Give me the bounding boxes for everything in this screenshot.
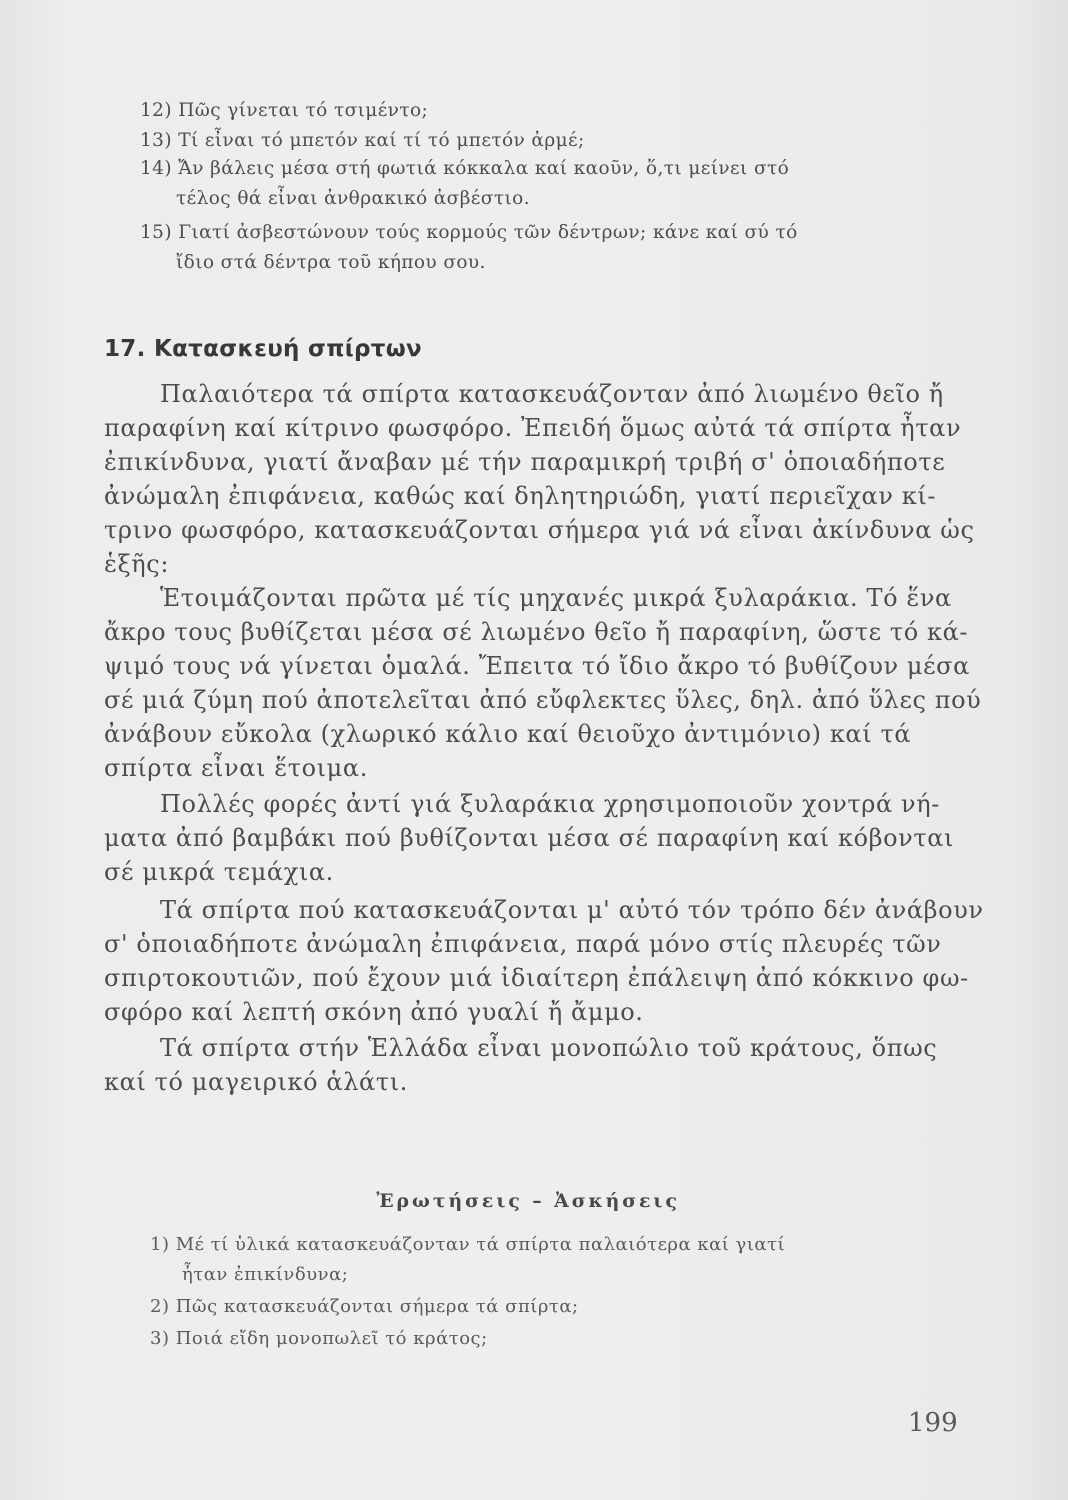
body-line: Πολλές φορές ἀντί γιά ξυλαράκια χρησιμοποιοῦν χοντρά νή- xyxy=(160,790,940,818)
question-14-line-1: 14) Ἄν βάλεις μέσα στή φωτιά κόκκαλα καί καοῦν, ὅ,τι μείνει στό xyxy=(140,158,790,179)
body-line: σφόρο καί λεπτή σκόνη ἀπό γυαλί ἤ ἄμμο. xyxy=(104,998,644,1026)
body-line: ἀνώμαλη ἐπιφάνεια, καθώς καί δηλητηριώδη, γιατί περιεῖχαν κί- xyxy=(104,482,937,510)
exercises-heading: Ἐρωτήσεις – Ἀσκήσεις xyxy=(376,1190,680,1212)
body-line: Ἑτοιμάζονται πρῶτα μέ τίς μηχανές μικρά ξυλαράκια. Τό ἕνα xyxy=(160,584,952,612)
body-line: ματα ἀπό βαμβάκι πού βυθίζονται μέσα σέ παραφίνη καί κόβονται xyxy=(104,824,955,852)
exercise-3: 3) Ποιά εἴδη μονοπωλεῖ τό κράτος; xyxy=(150,1328,488,1349)
body-line: ἑξῆς: xyxy=(104,550,170,578)
body-line: ἐπικίνδυνα, γιατί ἄναβαν μέ τήν παραμικρή τριβή σ' ὁποιαδήποτε xyxy=(104,448,946,476)
question-14-line-2: τέλος θά εἶναι ἀνθρακικό ἀσβέστιο. xyxy=(176,188,530,209)
question-12: 12) Πῶς γίνεται τό τσιμέντο; xyxy=(140,100,429,121)
body-line: ἄκρο τους βυθίζεται μέσα σέ λιωμένο θεῖο ἤ παραφίνη, ὥστε τό κά- xyxy=(104,618,969,646)
body-line: Τά σπίρτα στήν Ἑλλάδα εἶναι μονοπώλιο τοῦ κράτους, ὅπως xyxy=(160,1034,938,1062)
body-line: ψιμό τους νά γίνεται ὁμαλά. Ἔπειτα τό ἴδιο ἄκρο τό βυθίζουν μέσα xyxy=(104,652,970,680)
exercise-1-line-2: ἦταν ἐπικίνδυνα; xyxy=(182,1264,349,1285)
body-line: σπίρτα εἶναι ἕτοιμα. xyxy=(104,754,368,782)
exercise-1-line-1: 1) Μέ τί ὑλικά κατασκευάζονταν τά σπίρτα παλαιότερα καί γιατί xyxy=(150,1234,786,1255)
body-line: σέ μιά ζύμη πού ἀποτελεῖται ἀπό εὔφλεκτες ὕλες, δηλ. ἀπό ὕλες πού xyxy=(104,686,982,714)
page-number: 199 xyxy=(908,1408,958,1438)
body-line: Παλαιότερα τά σπίρτα κατασκευάζονταν ἀπό λιωμένο θεῖο ἤ xyxy=(160,380,944,408)
body-line: σ' ὁποιαδήποτε ἀνώμαλη ἐπιφάνεια, παρά μόνο στίς πλευρές τῶν xyxy=(104,930,942,958)
section-heading: 17. Κατασκευή σπίρτων xyxy=(104,336,422,362)
exercise-2: 2) Πῶς κατασκευάζονται σήμερα τά σπίρτα; xyxy=(150,1296,579,1317)
body-line: σπιρτοκουτιῶν, πού ἔχουν μιά ἰδιαίτερη ἐπάλειψη ἀπό κόκκινο φω- xyxy=(104,964,969,992)
body-line: καί τό μαγειρικό ἁλάτι. xyxy=(104,1068,408,1096)
body-line: σέ μικρά τεμάχια. xyxy=(104,858,334,886)
body-line: ἀνάβουν εὔκολα (χλωρικό κάλιο καί θειοῦχο ἀντιμόνιο) καί τά xyxy=(104,720,912,748)
body-line: τρινο φωσφόρο, κατασκευάζονται σήμερα γιά νά εἶναι ἀκίνδυνα ὡς xyxy=(104,516,975,544)
question-15-line-1: 15) Γιατί ἀσβεστώνουν τούς κορμούς τῶν δέντρων; κάνε καί σύ τό xyxy=(140,222,798,243)
body-line: παραφίνη καί κίτρινο φωσφόρο. Ἐπειδή ὅμως αὐτά τά σπίρτα ἦταν xyxy=(104,414,962,442)
question-15-line-2: ἴδιο στά δέντρα τοῦ κήπου σου. xyxy=(176,252,486,273)
question-13: 13) Τί εἶναι τό μπετόν καί τί τό μπετόν ἀρμέ; xyxy=(140,130,585,151)
body-line: Τά σπίρτα πού κατασκευάζονται μ' αὐτό τόν τρόπο δέν ἀνάβουν xyxy=(160,896,984,924)
